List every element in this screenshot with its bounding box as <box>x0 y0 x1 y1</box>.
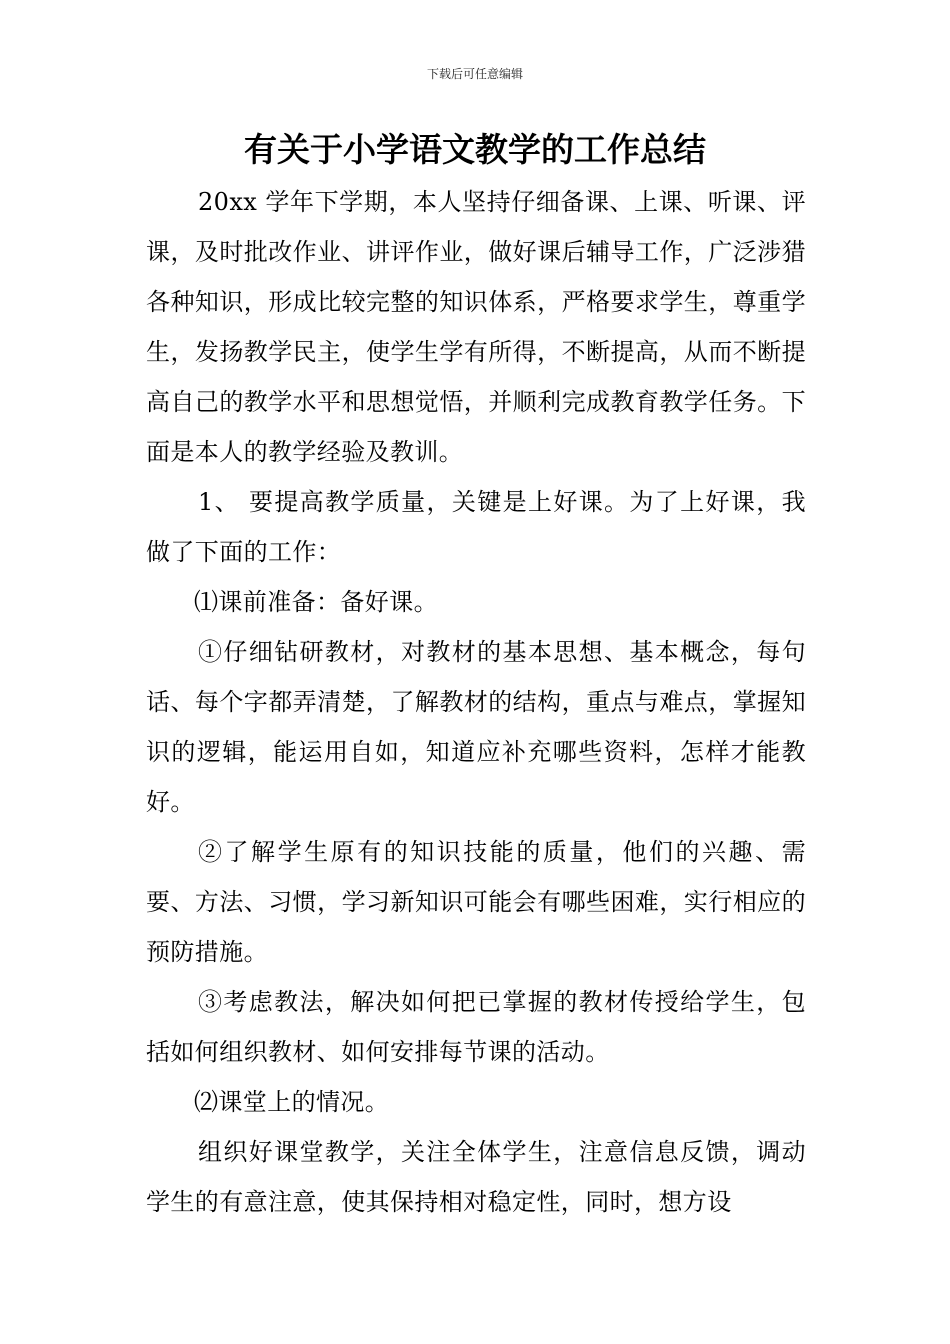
paragraph-point-1: 1、 要提高教学质量，关键是上好课。为了上好课，我做了下面的工作： <box>146 488 806 566</box>
paragraph-item-1: ①仔细钻研教材，对教材的基本思想、基本概念，每句话、每个字都弄清楚，了解教材的结构，重点与难点，掌握知识的逻辑，能运用自如，知道应补充哪些资料，怎样才能教好。 <box>146 638 806 816</box>
document-body <box>146 177 806 1227</box>
paragraph-item-3: ③考虑教法，解决如何把已掌握的教材传授给学生，包括如何组织教材、如何安排每节课的活动。 <box>146 988 806 1066</box>
paragraph-subheading-2: ⑵课堂上的情况。 <box>194 1088 390 1116</box>
paragraph-subheading-1: ⑴课前准备：备好课。 <box>194 588 438 616</box>
paragraph-classroom: 组织好课堂教学，关注全体学生，注意信息反馈，调动学生的有意注意，使其保持相对稳定性，同时，想方设 <box>146 1138 806 1216</box>
document-title: 有关于小学语文教学的工作总结 <box>244 130 706 169</box>
paragraph-intro: 20xx 学年下学期，本人坚持仔细备课、上课、听课、评课，及时批改作业、讲评作业，做好课后辅导工作，广泛涉猎各种知识，形成比较完整的知识体系，严格要求学生，尊重学生，发扬教学民主，使学生学有所得，不断提高，从而不断提高自己的教学水平和思想觉悟，并顺利完成教育教学任务。下面是本人的教学经验及教训。 <box>146 188 806 466</box>
page-header-note: 下载后可任意编辑 <box>426 67 523 81</box>
paragraph-item-2: ②了解学生原有的知识技能的质量，他们的兴趣、需要、方法、习惯，学习新知识可能会有哪些困难，实行相应的预防措施。 <box>146 838 806 966</box>
